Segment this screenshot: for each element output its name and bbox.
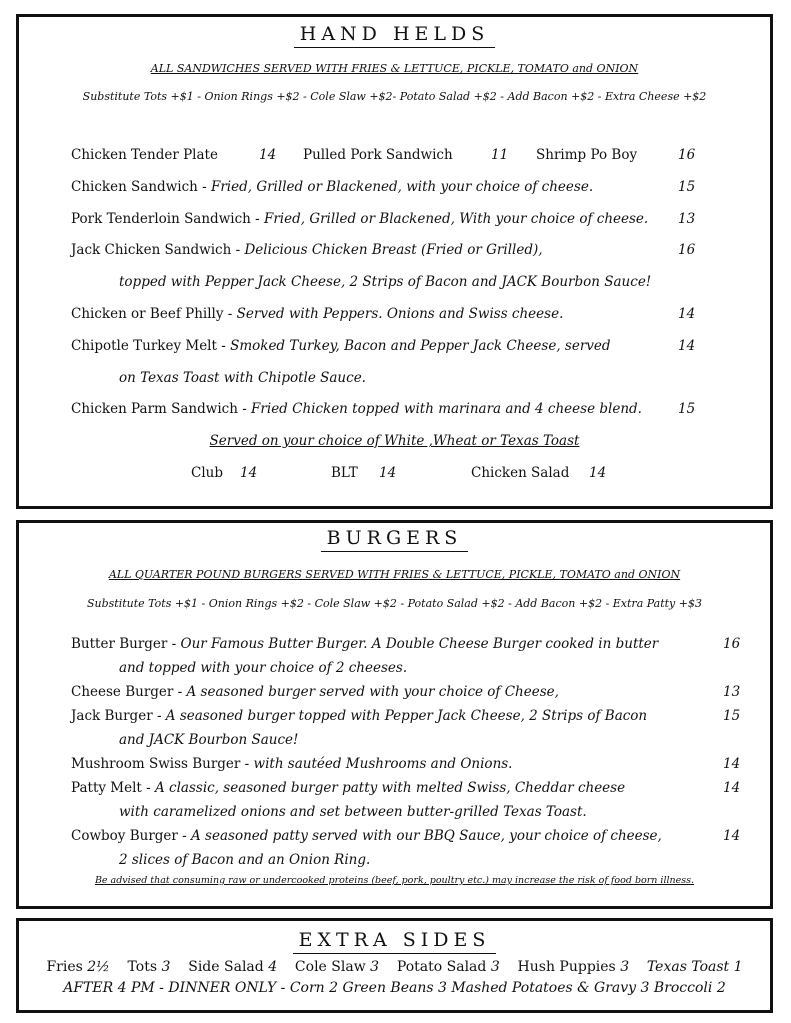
side-price: 4 <box>268 959 278 975</box>
menu-item: Butter Burger - Our Famous Butter Burger. A Double Cheese Burger cooked in butter <box>71 636 659 652</box>
menu-item-price: 15 <box>723 708 741 724</box>
handhelds-panel <box>16 14 773 509</box>
side-price: 3 <box>620 959 630 975</box>
menu-item-price: 14 <box>240 465 258 481</box>
menu-item-price: 14 <box>678 338 696 354</box>
menu-item: Chicken or Beef Philly - Served with Peppers. Onions and Swiss cheese. <box>71 306 564 322</box>
menu-item-price: 15 <box>678 179 696 195</box>
bread-choice-note: Served on your choice of White ,Wheat or Texas Toast <box>209 433 580 449</box>
handhelds-served-note: ALL SANDWICHES SERVED WITH FRIES & LETTUCE, PICKLE, TOMATO and ONION <box>150 62 639 75</box>
burgers-served-note: ALL QUARTER POUND BURGERS SERVED WITH FRIES & LETTUCE, PICKLE, TOMATO and ONION <box>108 568 681 581</box>
menu-item-description: and JACK Bourbon Sauce! <box>119 732 299 748</box>
menu-item: Jack Burger - A seasoned burger topped with Pepper Jack Cheese, 2 Strips of Bacon <box>71 708 648 724</box>
menu-item-price: 11 <box>491 147 509 163</box>
side-price: 2½ <box>87 959 110 975</box>
menu-item: Jack Chicken Sandwich - Delicious Chicken Breast (Fried or Grilled), <box>71 242 543 258</box>
menu-item: Cowboy Burger - A seasoned patty served with our BBQ Sauce, your choice of cheese, <box>71 828 662 844</box>
handhelds-title: HAND HELDS <box>19 23 770 48</box>
side-item: Cole Slaw <box>294 959 366 975</box>
menu-item: Chicken Sandwich - Fried, Grilled or Blackened, with your choice of cheese. <box>71 179 594 195</box>
side-price: 3 <box>490 959 500 975</box>
burgers-panel <box>16 520 773 909</box>
menu-item-chicken-tender-plate: Chicken Tender Plate <box>71 147 218 163</box>
menu-item-price: 14 <box>723 756 741 772</box>
food-advisory: Be advised that consuming raw or undercooked proteins (beef, pork, poultry etc.) may increase the risk of food born illness. <box>94 875 695 886</box>
menu-item-pulled-pork-sandwich: Pulled Pork Sandwich <box>303 147 453 163</box>
menu-item: Pork Tenderloin Sandwich - Fried, Grilled or Blackened, With your choice of cheese. <box>71 211 649 227</box>
menu-item-price: 16 <box>723 636 741 652</box>
menu-item-price: 13 <box>723 684 741 700</box>
menu-item-description: topped with Pepper Jack Cheese, 2 Strips of Bacon and JACK Bourbon Sauce! <box>119 274 652 290</box>
menu-item-club: Club <box>191 465 223 481</box>
side-item: Hush Puppies <box>517 959 616 975</box>
menu-item-description: with caramelized onions and set between butter-grilled Texas Toast. <box>119 804 587 820</box>
side-item: Potato Salad <box>396 959 487 975</box>
menu-item-price: 14 <box>259 147 277 163</box>
side-price: 1 <box>733 959 743 975</box>
menu-item-chicken-salad: Chicken Salad <box>471 465 570 481</box>
menu-item-price: 13 <box>678 211 696 227</box>
side-item: Fries <box>46 959 83 975</box>
side-price: 3 <box>370 959 380 975</box>
extra-sides-row <box>19 959 770 975</box>
extra-sides-panel <box>16 918 773 1013</box>
side-item: Tots <box>127 959 158 975</box>
menu-item-description: 2 slices of Bacon and an Onion Ring. <box>119 852 371 868</box>
menu-item-price: 16 <box>678 147 696 163</box>
menu-item-blt: BLT <box>331 465 358 481</box>
burgers-title: BURGERS <box>19 527 770 552</box>
menu-item: Chipotle Turkey Melt - Smoked Turkey, Bacon and Pepper Jack Cheese, served <box>71 338 611 354</box>
menu-item-price: 14 <box>379 465 397 481</box>
menu-item-price: 14 <box>678 306 696 322</box>
menu-item-price: 15 <box>678 401 696 417</box>
menu-item-price: 14 <box>723 780 741 796</box>
menu-item: Chicken Parm Sandwich - Fried Chicken topped with marinara and 4 cheese blend. <box>71 401 642 417</box>
burgers-substitute-note: Substitute Tots +$1 - Onion Rings +$2 - Cole Slaw +$2 - Potato Salad +$2 - Add Bacon +$2 - Extra Patty +$3 <box>87 597 702 610</box>
menu-item: Cheese Burger - A seasoned burger served with your choice of Cheese, <box>71 684 559 700</box>
side-item: Texas Toast <box>646 959 730 975</box>
menu-item-price: 16 <box>678 242 696 258</box>
dinner-only-sides: AFTER 4 PM - DINNER ONLY - Corn 2 Green Beans 3 Mashed Potatoes & Gravy 3 Broccoli 2 <box>63 980 726 996</box>
menu-item: Mushroom Swiss Burger - with sautéed Mushrooms and Onions. <box>71 756 513 772</box>
extra-sides-title: EXTRA SIDES <box>19 929 770 954</box>
menu-item: Patty Melt - A classic, seasoned burger patty with melted Swiss, Cheddar cheese <box>71 780 626 796</box>
handhelds-substitute-note: Substitute Tots +$1 - Onion Rings +$2 - Cole Slaw +$2- Potato Salad +$2 - Add Bacon +$2 - Extra Cheese +$2 <box>82 90 707 103</box>
side-price: 3 <box>161 959 171 975</box>
menu-item-price: 14 <box>589 465 607 481</box>
menu-item-price: 14 <box>723 828 741 844</box>
menu-item-shrimp-po-boy: Shrimp Po Boy <box>536 147 638 163</box>
menu-item-description: on Texas Toast with Chipotle Sauce. <box>119 370 366 386</box>
side-item: Side Salad <box>188 959 264 975</box>
menu-item-description: and topped with your choice of 2 cheeses. <box>119 660 408 676</box>
